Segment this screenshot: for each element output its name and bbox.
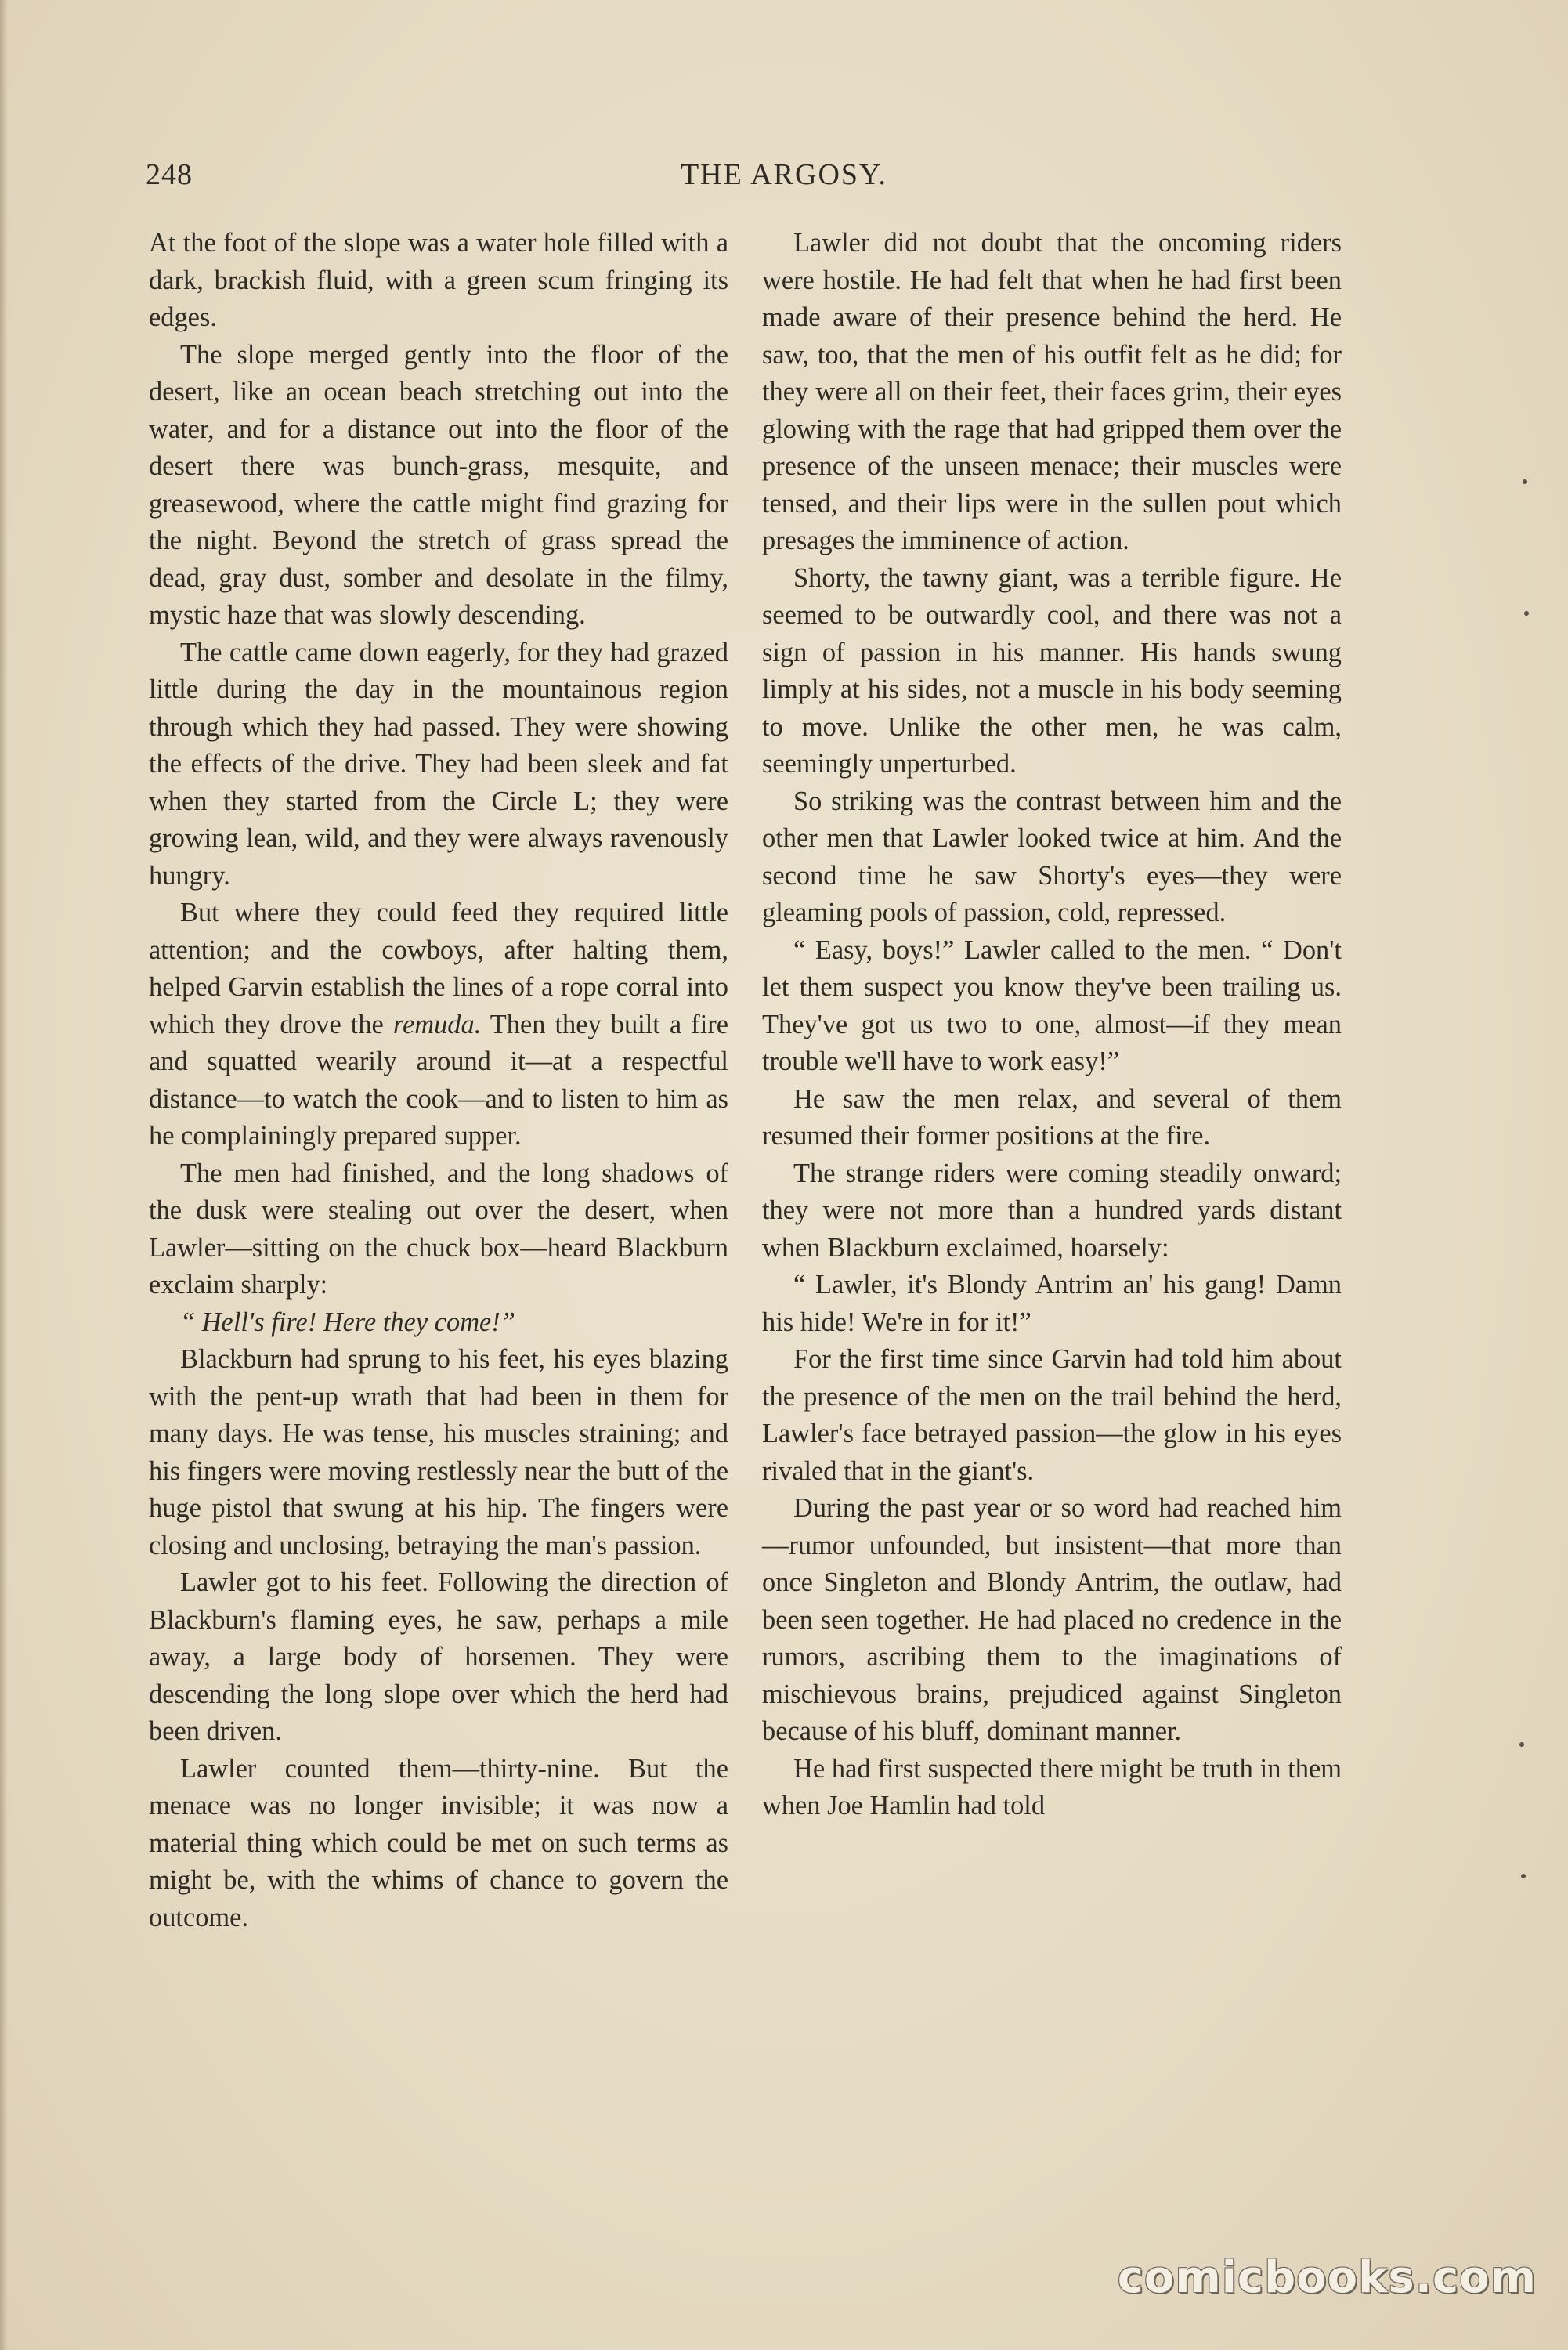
paragraph: Lawler did not doubt that the oncoming riders were hostile. He had felt that when he had first been made aware of their presence behind the herd. He saw, too, that the men of his outfit felt as he did; for they were all on their feet, their faces grim, their eyes glowing with the rage that had gripped them over the presence of the unseen menace; their muscles were tensed, and their lips were in the sullen pout which presages the imminence of action.	[762, 228, 1342, 555]
italic-word: remuda.	[392, 1009, 482, 1039]
page-binding-edge	[0, 0, 8, 2350]
paragraph-text: But where they could feed they required little attention; and the cowboys, after halting them, helped Garvin establish the lines of a rope corral into which they drove the	[149, 898, 728, 1039]
right-column	[762, 225, 1342, 1825]
print-speck	[1521, 1874, 1526, 1878]
paragraph: Shorty, the tawny giant, was a terrible figure. He seemed to be outwardly cool, and there was not a sign of passion in his manner. His hands swung limply at his sides, not a muscle in his body seeming to move. Unlike the other men, he was calm, seemingly unperturbed.	[762, 562, 1342, 779]
paragraph: The cattle came down eagerly, for they had grazed little during the day in the mountainous region through which they had passed. They were showing the effects of the drive. They had been sleek and fat when they started from the Circle L; they were growing lean, wild, and they were always ravenously hungry.	[149, 637, 728, 891]
paragraph: During the past year or so word had reached him—rumor unfounded, but insistent—that more than once Singleton and Blondy Antrim, the outlaw, had been seen together. He had placed no credence in the rumors, ascribing them to the imaginations of mischievous brains, prejudiced against Singleton because of his bluff, dominant manner.	[762, 1493, 1342, 1746]
paragraph-text: Then they built a fire and squatted wearily around it—at a respectful distance—to watch the cook—and to listen to him as he complainingly prepared supper.	[149, 1009, 728, 1151]
page-header	[0, 151, 1568, 198]
paragraph	[149, 895, 728, 1155]
print-speck	[1519, 1742, 1524, 1747]
print-speck	[1523, 479, 1527, 484]
paragraph: So striking was the contrast between him and the other men that Lawler looked twice at him. And the second time he saw Shorty's eyes—they were gleaming pools of passion, cold, repressed.	[762, 786, 1342, 927]
paragraph: The strange riders were coming steadily onward; they were not more than a hundred yards distant when Blackburn exclaimed, hoarsely:	[762, 1158, 1342, 1263]
paragraph: “ Easy, boys!” Lawler called to the men. “ Don't let them suspect you know they've been trailing us. They've got us two to one, almost—if they mean trouble we'll have to work easy!”	[762, 935, 1342, 1076]
watermark-logo: comicbooks.com	[1117, 2252, 1537, 2303]
page-number: 248	[146, 158, 193, 191]
paragraph: “ Lawler, it's Blondy Antrim an' his gang! Damn his hide! We're in for it!”	[762, 1270, 1342, 1337]
print-speck	[1524, 611, 1529, 616]
running-head: THE ARGOSY.	[680, 158, 888, 191]
paragraph: Lawler counted them—thirty-nine. But the menace was no longer invisible; it was now a material thing which could be met on such terms as might be, with the whims of chance to govern the outcome.	[149, 1753, 728, 1932]
paragraph: Blackburn had sprung to his feet, his eyes blazing with the pent-up wrath that had been in them for many days. He was tense, his muscles straining; and his fingers were moving restlessly near the butt of the huge pistol that swung at his hip. The fingers were closing and unclosing, betraying the man's passion.	[149, 1344, 728, 1560]
paragraph: The slope merged gently into the floor of the desert, like an ocean beach stretching out into the water, and for a distance out into the floor of the desert there was bunch-grass, mesquite, and greasewood, where the cattle might find grazing for the night. Beyond the stretch of grass spread the dead, gray dust, somber and desolate in the filmy, mystic haze that was slowly descending.	[149, 339, 728, 630]
paragraph: At the foot of the slope was a water hole filled with a dark, brackish fluid, with a green scum fringing its edges.	[149, 228, 728, 332]
left-column	[149, 225, 728, 1936]
paragraph: Lawler got to his feet. Following the direction of Blackburn's flaming eyes, he saw, perhaps a mile away, a large body of horsemen. They were descending the long slope over which the herd had been driven.	[149, 1567, 728, 1746]
paragraph: He saw the men relax, and several of them resumed their former positions at the fire.	[762, 1083, 1342, 1151]
paragraph: The men had finished, and the long shadows of the dusk were stealing out over the desert, when Lawler—sitting on the chuck box—heard Blackburn exclaim sharply:	[149, 1158, 728, 1300]
dialogue-line: “ Hell's fire! Here they come!”	[180, 1307, 515, 1337]
paragraph: For the first time since Garvin had told him about the presence of the men on the trail behind the herd, Lawler's face betrayed passion—the glow in his eyes rivaled that in the giant's.	[762, 1344, 1342, 1486]
paragraph: He had first suspected there might be truth in them when Joe Hamlin had told	[762, 1753, 1342, 1820]
